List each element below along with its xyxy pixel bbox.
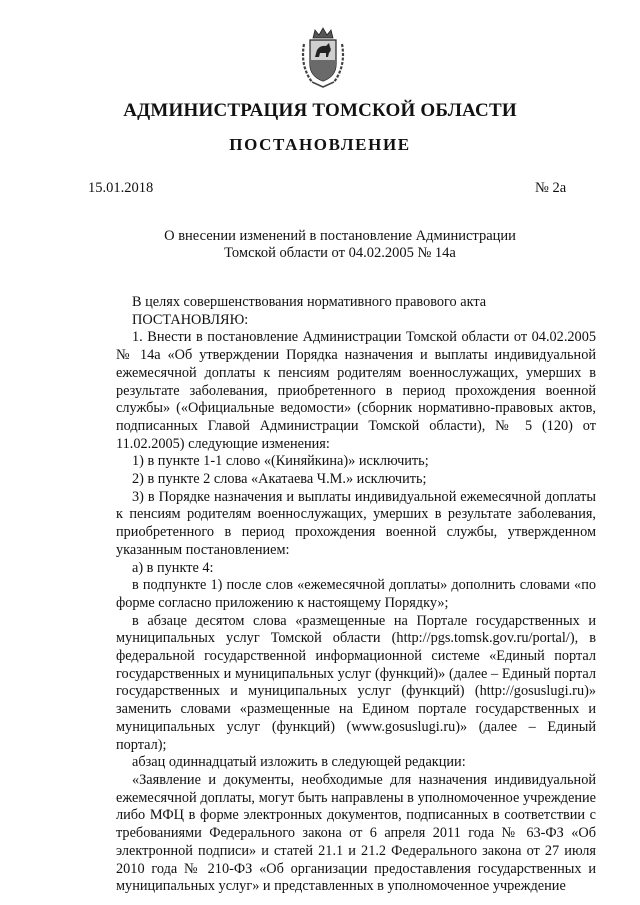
document-subject	[150, 228, 530, 262]
paragraph: а) в пункте 4:	[132, 559, 214, 576]
paragraph: абзац одиннадцатый изложить в следующей редакции:	[132, 754, 466, 771]
document-body	[116, 294, 596, 896]
paragraph: 1) в пункте 1-1 слово «(Киняйкина)» исключить;	[132, 453, 429, 470]
subject-line: Томской области от 04.02.2005 № 14а	[224, 245, 456, 261]
paragraph: в абзаце десятом слова «размещенные на Портале государственных и муниципальных услуг Томской области (http://pgs.tomsk.gov.ru/portal/), в федеральной государственной информационной системе «Единый портал государственных и муниципальных услуг (функций)» (далее – Единый портал государственных и муниципальных услуг (функций) (http://gosuslugi.ru)» заменить словами «размещенные на Едином портале государственных и муниципальных услуг (функций) (www.gosuslugi.ru)» (далее – Единый портал);	[116, 612, 596, 753]
document-date: 15.01.2018	[88, 180, 154, 196]
paragraph: 1. Внести в постановление Администрации Томской области от 04.02.2005 № 14а «Об утверждении Порядка назначения и выплаты индивидуальной ежемесячной доплаты к пенсиям родителям военнослужащих, умерших в результате заболевания, приобретенного в период прохождения военной службы» («Официальные ведомости» (сборник нормативно-правовых актов, подписанных Главой Администрации Томской области), № 5 (120) от 11.02.2005) следующие изменения:	[116, 329, 596, 452]
paragraph: 2) в пункте 2 слова «Акатаева Ч.М.» исключить;	[132, 471, 427, 488]
subject-line: О внесении изменений в постановление Администрации	[164, 228, 516, 244]
paragraph: ПОСТАНОВЛЯЮ:	[132, 311, 249, 328]
coat-of-arms-icon	[298, 26, 348, 90]
document-number: № 2а	[535, 180, 567, 196]
document-type: ПОСТАНОВЛЕНИЕ	[229, 135, 411, 154]
organization-title: АДМИНИСТРАЦИЯ ТОМСКОЙ ОБЛАСТИ	[123, 100, 517, 121]
paragraph: «Заявление и документы, необходимые для назначения индивидуальной ежемесячной доплаты, могут быть направлены в уполномоченное учреждение либо МФЦ в форме электронных документов, подписанных в соответствии с требованиями Федерального закона от 6 апреля 2011 года № 63-ФЗ «Об электронной подписи» и статей 21.1 и 21.2 Федерального закона от 27 июля 2010 года № 210-ФЗ «Об организации предоставления государственных и муниципальных услуг» и представленных в уполномоченное учреждение	[116, 771, 596, 895]
paragraph: 3) в Порядке назначения и выплаты индивидуальной ежемесячной доплаты к пенсиям родителям военнослужащих, умерших в результате заболевания, приобретенного в период прохождения военной службы, утвержденном указанным постановлением:	[116, 488, 596, 558]
paragraph: В целях совершенствования нормативного правового акта	[132, 294, 487, 310]
paragraph: в подпункте 1) после слов «ежемесячной доплаты» дополнить словами «по форме согласно приложению к настоящему Порядку»;	[116, 577, 596, 611]
